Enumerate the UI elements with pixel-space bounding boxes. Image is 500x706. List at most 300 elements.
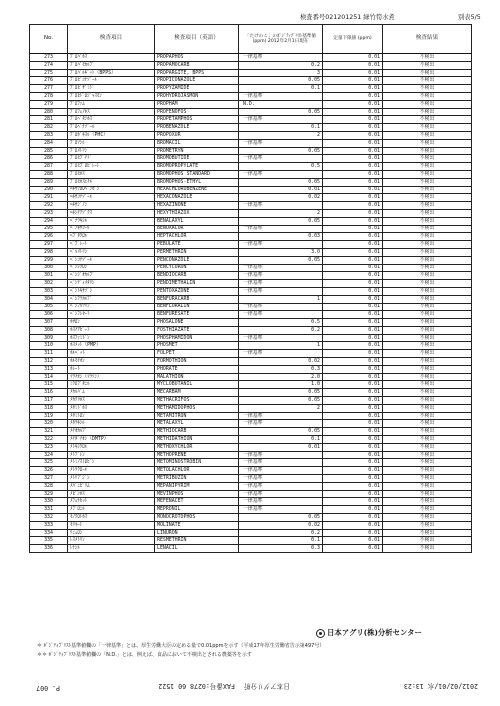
table-row [30,436,472,444]
standard-value: 0.1 [239,124,323,132]
standard-value: 一律基準 [239,280,323,288]
item-name-ja: ﾍｷｻｺﾅｿﾞｰﾙ [68,194,155,202]
result-value: 不検出 [383,428,472,436]
standard-value: 0.1 [239,85,323,93]
result-value: 不検出 [383,436,472,444]
limit-value: 0.01 [323,100,383,108]
limit-value: 0.01 [323,490,383,498]
limit-value: 0.01 [323,264,383,272]
item-name-en: BROMOPHOS STANDARD [155,170,239,178]
row-number: 292 [30,202,68,210]
standard-value: 0.1 [239,537,323,545]
result-value: 不検出 [383,163,472,171]
item-name-en: BROMOPHOS-ETHYL [155,178,239,186]
table-row [30,217,472,225]
row-number: 303 [30,287,68,295]
standard-value: 一律基準 [239,350,323,358]
result-value: 不検出 [383,482,472,490]
standard-value: 一律基準 [239,92,323,100]
result-value: 不検出 [383,537,472,545]
row-number: 331 [30,506,68,514]
table-row [30,280,472,288]
lab-logo [316,627,422,638]
table-row [30,514,472,522]
standard-value: 0.01 [239,186,323,194]
footnote-2: ＊＊ ﾎﾟｼﾞﾃｨﾌﾞﾘｽﾄ基準値欄の「N.D.」とは、例えば、食品において不検出とされる農薬等を示す [37,652,252,658]
limit-value: 0.01 [323,467,383,475]
standard-value: 一律基準 [239,498,323,506]
item-name-en: MONOCROTOPHOS [155,514,239,522]
col-header-limit: 定量下限値 (ppm) [323,25,383,54]
standard-value: 0.05 [239,389,323,397]
item-name-en: PROPICONAZOLE [155,77,239,85]
limit-value: 0.01 [323,256,383,264]
table-row [30,202,472,210]
item-name-en: PROPARGITE, BPPS [155,69,239,77]
result-value: 不検出 [383,412,472,420]
limit-value: 0.01 [323,334,383,342]
standard-value: 0.3 [239,365,323,373]
table-header-row [30,25,472,54]
row-number: 326 [30,467,68,475]
row-number: 286 [30,155,68,163]
result-value: 不検出 [383,404,472,412]
item-name-en: PHOSMET [155,342,239,350]
row-number: 320 [30,420,68,428]
result-value: 不検出 [383,272,472,280]
table-row [30,170,472,178]
item-name-en: PHOSALONE [155,319,239,327]
standard-value: 一律基準 [239,287,323,295]
item-name-en: MEVINPHOS [155,490,239,498]
item-name-ja: ﾎｻﾛﾝ [68,319,155,327]
limit-value: 0.01 [323,248,383,256]
item-name-en: PROPAPHOS [155,54,239,62]
row-number: 335 [30,537,68,545]
row-number: 281 [30,116,68,124]
table-row [30,389,472,397]
table-row [30,61,472,69]
table-row [30,100,472,108]
item-name-en: PROPOXUR [155,131,239,139]
standard-value: 一律基準 [239,490,323,498]
table-row [30,537,472,545]
table-row [30,54,472,62]
item-name-en: HEXAZINONE [155,202,239,210]
table-row [30,459,472,467]
result-value: 不検出 [383,92,472,100]
item-name-ja: ﾍﾟﾌﾞﾚｰﾄ [68,241,155,249]
limit-value: 0.01 [323,124,383,132]
limit-value: 0.01 [323,295,383,303]
table-row [30,248,472,256]
item-name-ja: ﾓﾘﾈｰﾄ [68,521,155,529]
limit-value: 0.01 [323,365,383,373]
standard-value: 0.05 [239,77,323,85]
item-name-ja: ﾎﾙﾓﾁｵﾝ [68,358,155,366]
item-name-ja: ﾌﾞﾛﾓﾎｽｴﾁﾙ [68,178,155,186]
item-name-ja: ﾒﾄﾗｸﾛｰﾙ [68,467,155,475]
table-row [30,85,472,93]
standard-value: 一律基準 [239,482,323,490]
item-name-en: PROPHAM [155,100,239,108]
standard-value: 0.2 [239,61,323,69]
result-value: 不検出 [383,303,472,311]
row-number: 333 [30,521,68,529]
result-value: 不検出 [383,451,472,459]
row-number: 323 [30,443,68,451]
limit-value: 0.01 [323,521,383,529]
result-value: 不検出 [383,420,472,428]
limit-value: 0.01 [323,311,383,319]
row-number: 299 [30,256,68,264]
item-name-ja: ﾌﾟﾛﾍﾞﾅｿﾞｰﾙ [68,124,155,132]
row-number: 288 [30,170,68,178]
table-row [30,272,472,280]
table-row [30,529,472,537]
limit-value: 0.01 [323,92,383,100]
table-row [30,147,472,155]
item-name-ja: ﾌﾞﾛﾓﾌﾞﾁﾄﾞ [68,155,155,163]
result-value: 不検出 [383,124,472,132]
standard-value: 0.02 [239,521,323,529]
result-value: 不検出 [383,397,472,405]
limit-value: 0.01 [323,350,383,358]
table-row [30,451,472,459]
table-row [30,506,472,514]
result-value: 不検出 [383,85,472,93]
item-name-en: PHORATE [155,365,239,373]
results-table [29,24,472,553]
standard-value: 一律基準 [239,475,323,483]
result-value: 不検出 [383,475,472,483]
standard-value: 一律基準 [239,225,323,233]
row-number: 291 [30,194,68,202]
result-value: 不検出 [383,61,472,69]
table-row [30,428,472,436]
item-name-en: BENALAXYL [155,217,239,225]
item-name-ja: ﾍｷｻｸﾛﾛﾍﾞﾝｾﾞﾝ [68,186,155,194]
item-name-en: METHOXYCHLOR [155,443,239,451]
result-value: 不検出 [383,178,472,186]
limit-value: 0.01 [323,225,383,233]
limit-value: 0.01 [323,178,383,186]
row-number: 319 [30,412,68,420]
result-value: 不検出 [383,529,472,537]
limit-value: 0.01 [323,397,383,405]
result-value: 不検出 [383,358,472,366]
table-row [30,287,472,295]
standard-value: 0.05 [239,256,323,264]
table-row [30,303,472,311]
result-value: 不検出 [383,342,472,350]
item-name-ja: ﾐｸﾛﾌﾞﾀﾆﾙ [68,381,155,389]
standard-value: 一律基準 [239,202,323,210]
row-number: 283 [30,131,68,139]
item-name-ja: ﾒｶｸﾘﾎｽ [68,397,155,405]
limit-value: 0.01 [323,233,383,241]
item-name-ja: ﾌﾟﾛﾋﾟｻﾞﾐﾄﾞ [68,85,155,93]
item-name-en: PERMETHRIN [155,248,239,256]
item-name-en: LENACIL [155,545,239,553]
standard-value: 0.05 [239,397,323,405]
report-number: 検査番号021201251 緑竹筍水煮 [300,14,395,21]
standard-value: 0.3 [239,545,323,553]
item-name-ja: ﾒﾁｵｶﾙﾌﾞ [68,428,155,436]
standard-value: 一律基準 [239,264,323,272]
fax-page: P. 007 [36,684,60,692]
result-value: 不検出 [383,467,472,475]
item-name-en: PHOSPHAMIDON [155,334,239,342]
item-name-ja: ﾚｽﾒﾄﾘﾝ [68,537,155,545]
limit-value: 0.01 [323,358,383,366]
row-number: 304 [30,295,68,303]
result-value: 不検出 [383,194,472,202]
result-value: 不検出 [383,311,472,319]
item-name-ja: ﾌﾞﾛﾓﾎｽ [68,170,155,178]
limit-value: 0.01 [323,498,383,506]
result-value: 不検出 [383,186,472,194]
table-row [30,77,472,85]
item-name-en: FORMOTHION [155,358,239,366]
item-name-ja: ﾏﾗﾁｵﾝ（ﾏﾗｿﾝ） [68,373,155,381]
row-number: 277 [30,85,68,93]
lab-name: 日本アグリ(株)分析センター [327,628,422,637]
result-value: 不検出 [383,209,472,217]
item-name-ja: ﾍﾟﾙﾒﾄﾘﾝ [68,248,155,256]
limit-value: 0.01 [323,280,383,288]
item-name-ja: ﾒﾀﾐﾄﾛﾝ [68,412,155,420]
result-value: 不検出 [383,233,472,241]
item-name-ja: ﾘﾆｭﾛﾝ [68,529,155,537]
item-name-ja: ﾌﾟﾛﾋﾄﾞﾛｼﾞｬｽﾓﾝ [68,92,155,100]
standard-value: 0.1 [239,436,323,444]
item-name-ja: ﾍﾞﾝﾌﾚｾｰﾄ [68,311,155,319]
row-number: 314 [30,373,68,381]
item-name-en: MALATHION [155,373,239,381]
result-value: 不検出 [383,217,472,225]
table-row [30,412,472,420]
item-name-en: MEPANIPYRIM [155,482,239,490]
item-name-en: HEXACHLOROBENZENE [155,186,239,194]
standard-value: 0.05 [239,108,323,116]
result-value: 不検出 [383,241,472,249]
table-row [30,108,472,116]
standard-value: 一律基準 [239,334,323,342]
item-name-ja: ﾍﾟﾝｺﾅｿﾞｰﾙ [68,256,155,264]
limit-value: 0.01 [323,108,383,116]
limit-value: 0.01 [323,170,383,178]
table-row [30,545,472,553]
result-value: 不検出 [383,326,472,334]
row-number: 321 [30,428,68,436]
row-number: 316 [30,389,68,397]
table-row [30,467,472,475]
table-row [30,373,472,381]
item-name-ja: ﾓﾉｸﾛﾄﾎｽ [68,514,155,522]
fax-sender: 日本アグリ分析 [244,682,290,690]
footnote-1: ＊ ﾎﾟｼﾞﾃｨﾌﾞﾘｽﾄ基準値欄の「一律基準」とは、厚生労働大臣の定める量で0.01ppmを示す（平成17年厚生労働省告示第497号） [37,643,325,649]
item-name-ja: ﾒﾀﾗｷｼﾙ [68,420,155,428]
item-name-en: MYCLOBUTANIL [155,381,239,389]
item-name-en: FOLPET [155,350,239,358]
row-number: 330 [30,498,68,506]
item-name-en: PROPETAMPHOS [155,116,239,124]
result-value: 不検出 [383,381,472,389]
limit-value: 0.01 [323,202,383,210]
limit-value: 0.01 [323,436,383,444]
item-name-ja: ﾒｶﾙﾊﾞﾑ [68,389,155,397]
row-number: 305 [30,303,68,311]
row-number: 311 [30,350,68,358]
limit-value: 0.01 [323,209,383,217]
item-name-en: HEXACONAZOLE [155,194,239,202]
limit-value: 0.01 [323,389,383,397]
standard-value: 一律基準 [239,506,323,514]
limit-value: 0.01 [323,147,383,155]
limit-value: 0.01 [323,443,383,451]
item-name-ja: ﾎｽﾁｱｾﾞｰﾄ [68,326,155,334]
item-name-ja: ﾍﾞﾝﾌﾙﾗﾘﾝ [68,303,155,311]
standard-value: 0.01 [239,443,323,451]
item-name-en: PENCYCURON [155,264,239,272]
item-name-ja: ﾌﾟﾛﾍﾟﾀﾝﾎｽ [68,116,155,124]
item-name-en: METRIBUZIN [155,475,239,483]
result-value: 不検出 [383,459,472,467]
limit-value: 0.01 [323,77,383,85]
item-name-ja: ﾌﾟﾛﾋﾟｺﾅｿﾞｰﾙ [68,77,155,85]
page-label: 別表5/5 [458,14,481,21]
row-number: 334 [30,529,68,537]
standard-value: 0.05 [239,217,323,225]
item-name-en: BENFLURALIN [155,303,239,311]
table-row [30,326,472,334]
limit-value: 0.01 [323,303,383,311]
item-name-en: PROBENAZOLE [155,124,239,132]
item-name-ja: ﾌﾟﾛﾌｧﾑ [68,100,155,108]
table-row [30,311,472,319]
result-value: 不検出 [383,514,472,522]
item-name-ja: ﾍﾞﾉｷｻｺｰﾙ [68,225,155,233]
standard-value: 2 [239,404,323,412]
standard-value: 2.0 [239,373,323,381]
table-row [30,131,472,139]
table-row [30,358,472,366]
row-number: 306 [30,311,68,319]
item-name-en: PROPAMOCARB [155,61,239,69]
limit-value: 0.01 [323,412,383,420]
item-name-ja: ﾍｷｼﾁｱｿﾞｸｽ [68,209,155,217]
result-value: 不検出 [383,287,472,295]
page-header [0,12,500,22]
row-number: 313 [30,365,68,373]
fax-transmission-line [0,681,500,695]
row-number: 278 [30,92,68,100]
standard-value: 一律基準 [239,459,323,467]
item-name-ja: ﾎｽﾒｯﾄ（PMP） [68,342,155,350]
item-name-ja: ﾌﾟﾛﾌｪﾉﾎｽ [68,108,155,116]
row-number: 308 [30,326,68,334]
limit-value: 0.01 [323,373,383,381]
standard-value: 0.2 [239,326,323,334]
table-row [30,116,472,124]
item-name-en: FOSTHIAZATE [155,326,239,334]
item-name-ja: ﾒﾁﾀﾞﾁｵﾝ（DMTP） [68,436,155,444]
limit-value: 0.01 [323,404,383,412]
item-name-en: PROMETRYN [155,147,239,155]
table-row [30,381,472,389]
item-name-ja: ﾒﾀﾐﾄﾞﾎｽ [68,404,155,412]
standard-value: 1.0 [239,381,323,389]
item-name-en: BENFURACARB [155,295,239,303]
item-name-en: BROMACIL [155,139,239,147]
row-number: 294 [30,217,68,225]
row-number: 327 [30,475,68,483]
row-number: 295 [30,225,68,233]
row-number: 318 [30,404,68,412]
row-number: 290 [30,186,68,194]
fax-number: FAX番号:0278 60 1522 [158,682,235,690]
table-row [30,342,472,350]
table-row [30,404,472,412]
table-row [30,163,472,171]
table-row [30,295,472,303]
standard-value: 一律基準 [239,311,323,319]
standard-value: 0.5 [239,319,323,327]
row-number: 296 [30,233,68,241]
item-name-en: METOMINOSTROBIN [155,459,239,467]
standard-value: 3 [239,69,323,77]
row-number: 309 [30,334,68,342]
item-name-en: PROFENOFOS [155,108,239,116]
result-value: 不検出 [383,350,472,358]
standard-value: 0.05 [239,147,323,155]
table-row [30,350,472,358]
result-value: 不検出 [383,147,472,155]
standard-value: 一律基準 [239,467,323,475]
row-number: 332 [30,514,68,522]
item-name-ja: ﾒﾄﾌﾟﾚﾝ [68,451,155,459]
result-value: 不検出 [383,54,472,62]
standard-value: 0.05 [239,428,323,436]
row-number: 336 [30,545,68,553]
result-value: 不検出 [383,155,472,163]
limit-value: 0.01 [323,475,383,483]
table-row [30,498,472,506]
result-value: 不検出 [383,334,472,342]
item-name-en: PENTOXAZONE [155,287,239,295]
standard-value: 0.5 [239,163,323,171]
item-name-en: MOLINATE [155,521,239,529]
row-number: 297 [30,241,68,249]
limit-value: 0.01 [323,545,383,553]
item-name-ja: ﾒﾊﾟﾆﾋﾟﾘﾑ [68,482,155,490]
row-number: 300 [30,264,68,272]
table-row [30,155,472,163]
result-value: 不検出 [383,389,472,397]
standard-value: 3.0 [239,248,323,256]
table-row [30,92,472,100]
row-number: 276 [30,77,68,85]
limit-value: 0.01 [323,155,383,163]
table-row [30,209,472,217]
result-value: 不検出 [383,139,472,147]
standard-value: 2 [239,131,323,139]
standard-value: 一律基準 [239,412,323,420]
item-name-en: METAMITRON [155,412,239,420]
row-number: 301 [30,272,68,280]
result-value: 不検出 [383,100,472,108]
